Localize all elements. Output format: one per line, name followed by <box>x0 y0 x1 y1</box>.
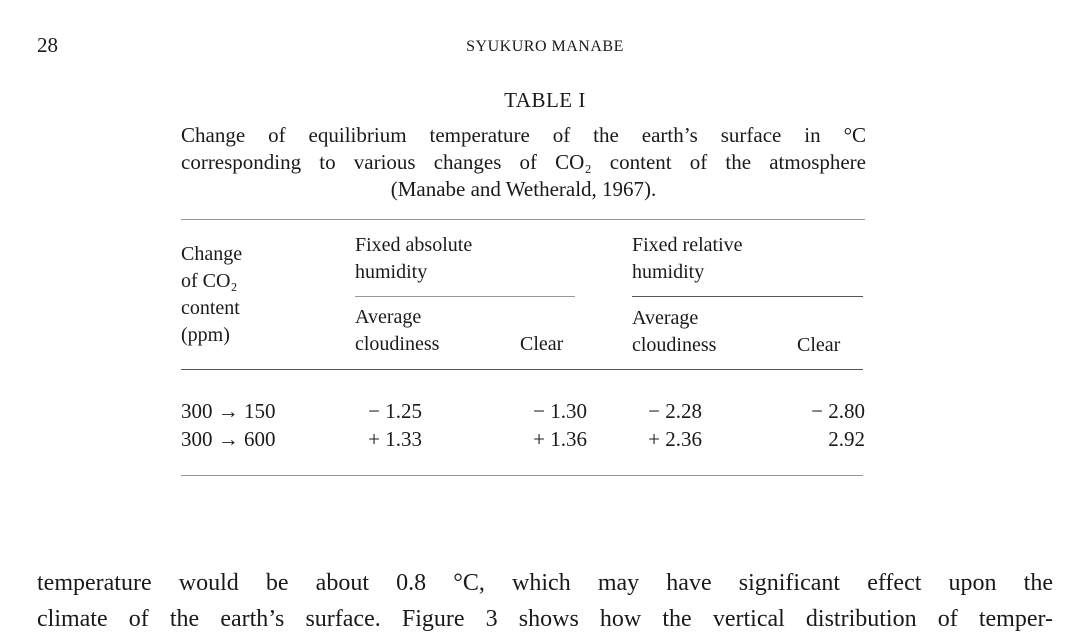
row-rel-average-cell: + 2.36 <box>648 427 702 451</box>
table-caption-line: Change of equilibrium temperature of the earth’s surface in °C <box>181 123 866 147</box>
subheader-rel-clear: Clear <box>797 334 841 356</box>
stub-header-line: (ppm) <box>181 324 230 346</box>
row-change-cell: 300 → 600 <box>181 427 276 451</box>
table-title: TABLE I <box>504 88 586 112</box>
row-abs-average-cell: − 1.25 <box>368 399 422 423</box>
spanner-rule-relative <box>632 296 863 297</box>
row-rel-average-cell: − 2.28 <box>648 399 702 423</box>
row-change-cell: 300 → 150 <box>181 399 276 423</box>
header-bottom-rule <box>181 369 863 370</box>
table-top-rule <box>181 219 865 220</box>
subheader-rel-average: Average <box>632 307 699 329</box>
spanner-rule-absolute <box>355 296 575 297</box>
stub-header-line: content <box>181 297 240 319</box>
page-number: 28 <box>37 33 58 57</box>
table-caption-line: corresponding to various changes of CO₂ content of the atmosphere <box>181 150 866 174</box>
subheader-abs-clear: Clear <box>520 333 564 355</box>
row-rel-clear-cell: − 2.80 <box>811 399 865 423</box>
table-bottom-rule <box>181 475 863 476</box>
group-header-absolute-line: Fixed absolute <box>355 234 473 256</box>
group-header-relative-line: humidity <box>632 261 705 283</box>
group-header-absolute-line: humidity <box>355 261 428 283</box>
body-text-line: climate of the earth’s surface. Figure 3 shows how the vertical distribution of temper- <box>37 606 1053 632</box>
row-abs-average-cell: + 1.33 <box>368 427 422 451</box>
stub-header-line: Change <box>181 243 243 265</box>
table-caption-line: (Manabe and Wetherald, 1967). <box>390 177 657 201</box>
row-abs-clear-cell: − 1.30 <box>533 399 587 423</box>
subheader-abs-average: cloudiness <box>355 333 440 355</box>
group-header-relative-line: Fixed relative <box>632 234 743 256</box>
subheader-rel-average: cloudiness <box>632 334 717 356</box>
subheader-abs-average: Average <box>355 306 422 328</box>
row-rel-clear-cell: 2.92 <box>828 427 865 451</box>
stub-header-line: of CO₂ <box>181 270 238 292</box>
running-head: SYUKURO MANABE <box>466 38 624 55</box>
row-abs-clear-cell: + 1.36 <box>533 427 587 451</box>
body-text-line: temperature would be about 0.8 °C, which may have significant effect upon the <box>37 570 1053 596</box>
